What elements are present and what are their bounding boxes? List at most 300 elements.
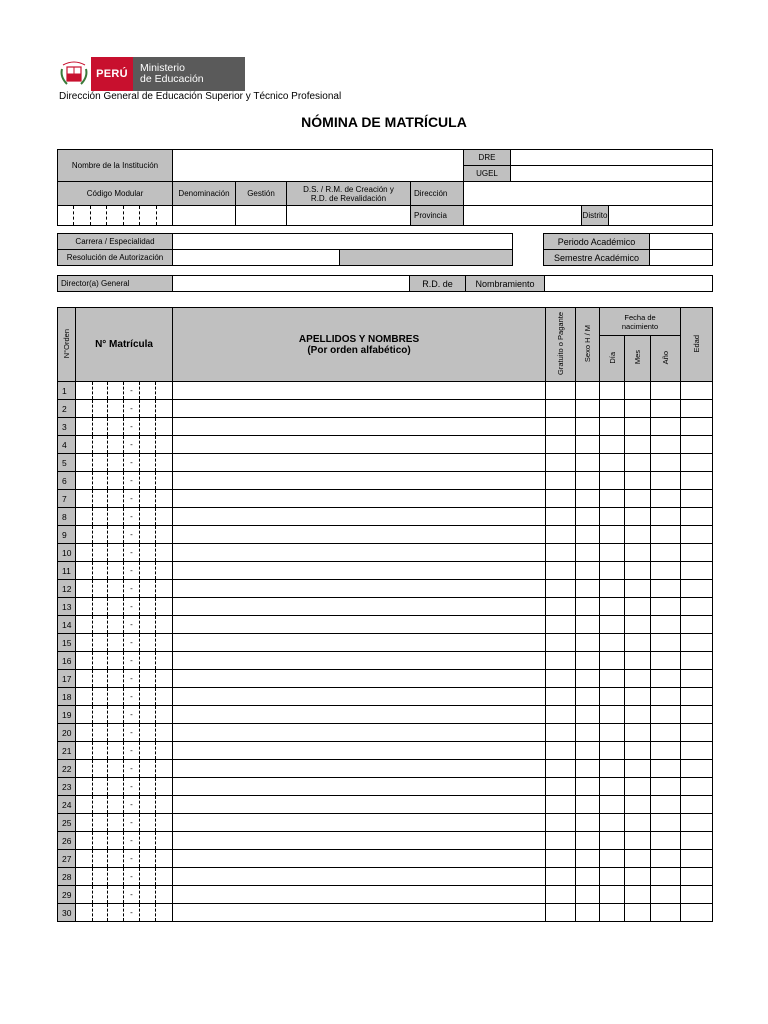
matricula-digit[interactable] <box>93 490 108 508</box>
matricula-digit[interactable] <box>93 436 108 454</box>
anio-field[interactable] <box>651 778 681 796</box>
anio-field[interactable] <box>651 436 681 454</box>
student-name-field[interactable] <box>173 490 546 508</box>
gratuito-field[interactable] <box>546 904 576 922</box>
gratuito-field[interactable] <box>546 742 576 760</box>
gratuito-field[interactable] <box>546 508 576 526</box>
student-name-field[interactable] <box>173 400 546 418</box>
edad-field[interactable] <box>681 436 713 454</box>
periodo-field[interactable] <box>650 234 713 250</box>
direccion-field[interactable] <box>464 182 713 206</box>
mes-field[interactable] <box>625 724 651 742</box>
sexo-field[interactable] <box>576 454 600 472</box>
matricula-digit[interactable] <box>156 904 173 922</box>
matricula-digit[interactable] <box>108 760 124 778</box>
matricula-digit[interactable] <box>140 796 156 814</box>
student-name-field[interactable] <box>173 868 546 886</box>
matricula-digit[interactable] <box>76 616 93 634</box>
anio-field[interactable] <box>651 814 681 832</box>
dia-field[interactable] <box>600 598 625 616</box>
matricula-digit[interactable] <box>93 814 108 832</box>
dia-field[interactable] <box>600 526 625 544</box>
matricula-digit[interactable] <box>93 886 108 904</box>
matricula-digit[interactable] <box>140 400 156 418</box>
sexo-field[interactable] <box>576 760 600 778</box>
denominacion-field[interactable] <box>173 206 236 226</box>
student-name-field[interactable] <box>173 778 546 796</box>
matricula-digit[interactable] <box>156 778 173 796</box>
dia-field[interactable] <box>600 742 625 760</box>
matricula-digit[interactable] <box>156 382 173 400</box>
matricula-digit[interactable] <box>140 706 156 724</box>
matricula-digit[interactable] <box>156 724 173 742</box>
matricula-digit[interactable] <box>93 760 108 778</box>
matricula-digit[interactable] <box>93 832 108 850</box>
edad-field[interactable] <box>681 850 713 868</box>
provincia-field[interactable] <box>464 206 582 226</box>
matricula-digit[interactable] <box>76 688 93 706</box>
matricula-digit[interactable] <box>93 544 108 562</box>
anio-field[interactable] <box>651 706 681 724</box>
matricula-digit[interactable] <box>156 418 173 436</box>
director-field[interactable] <box>173 276 410 292</box>
anio-field[interactable] <box>651 724 681 742</box>
nombramiento-field[interactable] <box>545 276 713 292</box>
edad-field[interactable] <box>681 814 713 832</box>
matricula-digit[interactable] <box>108 868 124 886</box>
mes-field[interactable] <box>625 868 651 886</box>
dia-field[interactable] <box>600 850 625 868</box>
matricula-digit[interactable] <box>156 670 173 688</box>
matricula-digit[interactable] <box>76 670 93 688</box>
anio-field[interactable] <box>651 688 681 706</box>
matricula-digit[interactable] <box>156 652 173 670</box>
mes-field[interactable] <box>625 472 651 490</box>
anio-field[interactable] <box>651 742 681 760</box>
matricula-digit[interactable] <box>93 526 108 544</box>
matricula-digit[interactable] <box>76 832 93 850</box>
matricula-digit[interactable] <box>76 454 93 472</box>
dia-field[interactable] <box>600 688 625 706</box>
student-name-field[interactable] <box>173 436 546 454</box>
sexo-field[interactable] <box>576 904 600 922</box>
matricula-digit[interactable] <box>93 742 108 760</box>
matricula-digit[interactable] <box>156 886 173 904</box>
anio-field[interactable] <box>651 580 681 598</box>
matricula-digit[interactable] <box>156 688 173 706</box>
anio-field[interactable] <box>651 472 681 490</box>
edad-field[interactable] <box>681 598 713 616</box>
matricula-digit[interactable] <box>108 436 124 454</box>
sexo-field[interactable] <box>576 472 600 490</box>
matricula-digit[interactable] <box>140 760 156 778</box>
matricula-digit[interactable] <box>93 400 108 418</box>
anio-field[interactable] <box>651 544 681 562</box>
matricula-digit[interactable] <box>108 814 124 832</box>
edad-field[interactable] <box>681 400 713 418</box>
sexo-field[interactable] <box>576 562 600 580</box>
student-name-field[interactable] <box>173 670 546 688</box>
matricula-digit[interactable] <box>108 490 124 508</box>
matricula-digit[interactable] <box>140 472 156 490</box>
anio-field[interactable] <box>651 526 681 544</box>
matricula-digit[interactable] <box>140 742 156 760</box>
sexo-field[interactable] <box>576 526 600 544</box>
matricula-digit[interactable] <box>76 868 93 886</box>
matricula-digit[interactable] <box>108 508 124 526</box>
mes-field[interactable] <box>625 832 651 850</box>
matricula-digit[interactable] <box>108 418 124 436</box>
matricula-digit[interactable] <box>108 904 124 922</box>
student-name-field[interactable] <box>173 832 546 850</box>
mes-field[interactable] <box>625 562 651 580</box>
sexo-field[interactable] <box>576 382 600 400</box>
edad-field[interactable] <box>681 724 713 742</box>
matricula-digit[interactable] <box>76 814 93 832</box>
matricula-digit[interactable] <box>140 904 156 922</box>
edad-field[interactable] <box>681 418 713 436</box>
matricula-digit[interactable] <box>140 634 156 652</box>
sexo-field[interactable] <box>576 634 600 652</box>
matricula-digit[interactable] <box>156 526 173 544</box>
matricula-digit[interactable] <box>93 670 108 688</box>
student-name-field[interactable] <box>173 904 546 922</box>
matricula-digit[interactable] <box>156 706 173 724</box>
matricula-digit[interactable] <box>76 436 93 454</box>
gratuito-field[interactable] <box>546 652 576 670</box>
dia-field[interactable] <box>600 400 625 418</box>
matricula-digit[interactable] <box>76 472 93 490</box>
anio-field[interactable] <box>651 760 681 778</box>
gratuito-field[interactable] <box>546 814 576 832</box>
matricula-digit[interactable] <box>93 472 108 490</box>
institution-name-field[interactable] <box>173 150 464 182</box>
gratuito-field[interactable] <box>546 400 576 418</box>
matricula-digit[interactable] <box>93 904 108 922</box>
matricula-digit[interactable] <box>108 400 124 418</box>
matricula-digit[interactable] <box>93 616 108 634</box>
sexo-field[interactable] <box>576 436 600 454</box>
dia-field[interactable] <box>600 724 625 742</box>
sexo-field[interactable] <box>576 886 600 904</box>
gratuito-field[interactable] <box>546 580 576 598</box>
matricula-digit[interactable] <box>76 400 93 418</box>
mes-field[interactable] <box>625 544 651 562</box>
mes-field[interactable] <box>625 706 651 724</box>
mes-field[interactable] <box>625 850 651 868</box>
sexo-field[interactable] <box>576 832 600 850</box>
mes-field[interactable] <box>625 634 651 652</box>
student-name-field[interactable] <box>173 886 546 904</box>
matricula-digit[interactable] <box>108 454 124 472</box>
edad-field[interactable] <box>681 634 713 652</box>
mes-field[interactable] <box>625 688 651 706</box>
distrito-field[interactable] <box>609 206 713 226</box>
matricula-digit[interactable] <box>76 562 93 580</box>
gratuito-field[interactable] <box>546 562 576 580</box>
gratuito-field[interactable] <box>546 886 576 904</box>
matricula-digit[interactable] <box>108 634 124 652</box>
anio-field[interactable] <box>651 850 681 868</box>
anio-field[interactable] <box>651 796 681 814</box>
edad-field[interactable] <box>681 472 713 490</box>
edad-field[interactable] <box>681 832 713 850</box>
anio-field[interactable] <box>651 454 681 472</box>
student-name-field[interactable] <box>173 634 546 652</box>
anio-field[interactable] <box>651 400 681 418</box>
sexo-field[interactable] <box>576 490 600 508</box>
gratuito-field[interactable] <box>546 796 576 814</box>
matricula-digit[interactable] <box>108 472 124 490</box>
edad-field[interactable] <box>681 562 713 580</box>
sexo-field[interactable] <box>576 778 600 796</box>
matricula-digit[interactable] <box>156 436 173 454</box>
edad-field[interactable] <box>681 490 713 508</box>
matricula-digit[interactable] <box>140 598 156 616</box>
mes-field[interactable] <box>625 580 651 598</box>
matricula-digit[interactable] <box>93 562 108 580</box>
matricula-digit[interactable] <box>140 454 156 472</box>
mes-field[interactable] <box>625 490 651 508</box>
mes-field[interactable] <box>625 796 651 814</box>
edad-field[interactable] <box>681 706 713 724</box>
matricula-digit[interactable] <box>108 742 124 760</box>
mes-field[interactable] <box>625 454 651 472</box>
gratuito-field[interactable] <box>546 526 576 544</box>
matricula-digit[interactable] <box>76 706 93 724</box>
matricula-digit[interactable] <box>156 634 173 652</box>
matricula-digit[interactable] <box>76 724 93 742</box>
gratuito-field[interactable] <box>546 454 576 472</box>
matricula-digit[interactable] <box>156 868 173 886</box>
matricula-digit[interactable] <box>156 796 173 814</box>
student-name-field[interactable] <box>173 814 546 832</box>
matricula-digit[interactable] <box>76 526 93 544</box>
dia-field[interactable] <box>600 472 625 490</box>
matricula-digit[interactable] <box>156 580 173 598</box>
anio-field[interactable] <box>651 418 681 436</box>
matricula-digit[interactable] <box>156 490 173 508</box>
matricula-digit[interactable] <box>93 598 108 616</box>
gratuito-field[interactable] <box>546 418 576 436</box>
matricula-digit[interactable] <box>108 832 124 850</box>
matricula-digit[interactable] <box>140 814 156 832</box>
matricula-digit[interactable] <box>108 850 124 868</box>
dia-field[interactable] <box>600 562 625 580</box>
sexo-field[interactable] <box>576 706 600 724</box>
sexo-field[interactable] <box>576 670 600 688</box>
matricula-digit[interactable] <box>108 616 124 634</box>
student-name-field[interactable] <box>173 850 546 868</box>
ugel-field[interactable] <box>511 166 713 182</box>
matricula-digit[interactable] <box>140 832 156 850</box>
matricula-digit[interactable] <box>108 544 124 562</box>
matricula-digit[interactable] <box>93 868 108 886</box>
student-name-field[interactable] <box>173 580 546 598</box>
dia-field[interactable] <box>600 814 625 832</box>
dia-field[interactable] <box>600 670 625 688</box>
matricula-digit[interactable] <box>93 418 108 436</box>
matricula-digit[interactable] <box>76 850 93 868</box>
matricula-digit[interactable] <box>108 562 124 580</box>
anio-field[interactable] <box>651 670 681 688</box>
mes-field[interactable] <box>625 670 651 688</box>
student-name-field[interactable] <box>173 544 546 562</box>
edad-field[interactable] <box>681 652 713 670</box>
gratuito-field[interactable] <box>546 688 576 706</box>
anio-field[interactable] <box>651 598 681 616</box>
matricula-digit[interactable] <box>156 508 173 526</box>
sexo-field[interactable] <box>576 544 600 562</box>
matricula-digit[interactable] <box>108 382 124 400</box>
matricula-digit[interactable] <box>76 796 93 814</box>
anio-field[interactable] <box>651 904 681 922</box>
matricula-digit[interactable] <box>76 652 93 670</box>
sexo-field[interactable] <box>576 580 600 598</box>
matricula-digit[interactable] <box>140 436 156 454</box>
matricula-digit[interactable] <box>140 382 156 400</box>
matricula-digit[interactable] <box>76 580 93 598</box>
matricula-digit[interactable] <box>93 652 108 670</box>
matricula-digit[interactable] <box>140 688 156 706</box>
dia-field[interactable] <box>600 832 625 850</box>
dia-field[interactable] <box>600 436 625 454</box>
student-name-field[interactable] <box>173 454 546 472</box>
gratuito-field[interactable] <box>546 706 576 724</box>
matricula-digit[interactable] <box>156 472 173 490</box>
matricula-digit[interactable] <box>93 382 108 400</box>
mes-field[interactable] <box>625 904 651 922</box>
student-name-field[interactable] <box>173 382 546 400</box>
matricula-digit[interactable] <box>76 418 93 436</box>
mes-field[interactable] <box>625 508 651 526</box>
matricula-digit[interactable] <box>93 508 108 526</box>
dia-field[interactable] <box>600 418 625 436</box>
matricula-digit[interactable] <box>108 706 124 724</box>
matricula-digit[interactable] <box>93 850 108 868</box>
matricula-digit[interactable] <box>93 724 108 742</box>
matricula-digit[interactable] <box>140 868 156 886</box>
carrera-field[interactable] <box>173 234 513 250</box>
edad-field[interactable] <box>681 886 713 904</box>
matricula-digit[interactable] <box>93 454 108 472</box>
matricula-digit[interactable] <box>93 580 108 598</box>
gratuito-field[interactable] <box>546 850 576 868</box>
student-name-field[interactable] <box>173 760 546 778</box>
mes-field[interactable] <box>625 598 651 616</box>
sexo-field[interactable] <box>576 814 600 832</box>
dia-field[interactable] <box>600 904 625 922</box>
matricula-digit[interactable] <box>140 850 156 868</box>
student-name-field[interactable] <box>173 796 546 814</box>
gratuito-field[interactable] <box>546 436 576 454</box>
sexo-field[interactable] <box>576 652 600 670</box>
mes-field[interactable] <box>625 814 651 832</box>
matricula-digit[interactable] <box>108 724 124 742</box>
matricula-digit[interactable] <box>108 688 124 706</box>
sexo-field[interactable] <box>576 400 600 418</box>
gratuito-field[interactable] <box>546 382 576 400</box>
dia-field[interactable] <box>600 544 625 562</box>
edad-field[interactable] <box>681 508 713 526</box>
matricula-digit[interactable] <box>140 418 156 436</box>
matricula-digit[interactable] <box>76 382 93 400</box>
edad-field[interactable] <box>681 454 713 472</box>
matricula-digit[interactable] <box>140 490 156 508</box>
resolucion-extra-field[interactable] <box>340 250 513 266</box>
dia-field[interactable] <box>600 616 625 634</box>
matricula-digit[interactable] <box>76 760 93 778</box>
matricula-digit[interactable] <box>156 544 173 562</box>
edad-field[interactable] <box>681 580 713 598</box>
sexo-field[interactable] <box>576 508 600 526</box>
mes-field[interactable] <box>625 652 651 670</box>
matricula-digit[interactable] <box>156 400 173 418</box>
matricula-digit[interactable] <box>156 598 173 616</box>
resolucion-field[interactable] <box>173 250 340 266</box>
mes-field[interactable] <box>625 616 651 634</box>
matricula-digit[interactable] <box>93 634 108 652</box>
mes-field[interactable] <box>625 886 651 904</box>
anio-field[interactable] <box>651 868 681 886</box>
matricula-digit[interactable] <box>76 634 93 652</box>
anio-field[interactable] <box>651 886 681 904</box>
matricula-digit[interactable] <box>93 796 108 814</box>
matricula-digit[interactable] <box>108 886 124 904</box>
dia-field[interactable] <box>600 652 625 670</box>
dia-field[interactable] <box>600 580 625 598</box>
dia-field[interactable] <box>600 382 625 400</box>
gratuito-field[interactable] <box>546 472 576 490</box>
dia-field[interactable] <box>600 490 625 508</box>
matricula-digit[interactable] <box>156 562 173 580</box>
anio-field[interactable] <box>651 490 681 508</box>
matricula-digit[interactable] <box>140 652 156 670</box>
matricula-digit[interactable] <box>140 580 156 598</box>
matricula-digit[interactable] <box>76 886 93 904</box>
sexo-field[interactable] <box>576 868 600 886</box>
matricula-digit[interactable] <box>140 562 156 580</box>
sexo-field[interactable] <box>576 724 600 742</box>
mes-field[interactable] <box>625 742 651 760</box>
dia-field[interactable] <box>600 868 625 886</box>
matricula-digit[interactable] <box>156 814 173 832</box>
sexo-field[interactable] <box>576 418 600 436</box>
gratuito-field[interactable] <box>546 670 576 688</box>
dia-field[interactable] <box>600 778 625 796</box>
student-name-field[interactable] <box>173 706 546 724</box>
student-name-field[interactable] <box>173 742 546 760</box>
matricula-digit[interactable] <box>140 508 156 526</box>
matricula-digit[interactable] <box>76 508 93 526</box>
matricula-digit[interactable] <box>156 850 173 868</box>
matricula-digit[interactable] <box>76 778 93 796</box>
edad-field[interactable] <box>681 904 713 922</box>
student-name-field[interactable] <box>173 724 546 742</box>
student-name-field[interactable] <box>173 688 546 706</box>
anio-field[interactable] <box>651 652 681 670</box>
sexo-field[interactable] <box>576 796 600 814</box>
matricula-digit[interactable] <box>108 670 124 688</box>
ds-rm-field[interactable] <box>287 206 411 226</box>
anio-field[interactable] <box>651 832 681 850</box>
edad-field[interactable] <box>681 742 713 760</box>
semestre-field[interactable] <box>650 250 713 266</box>
dia-field[interactable] <box>600 796 625 814</box>
gratuito-field[interactable] <box>546 868 576 886</box>
edad-field[interactable] <box>681 760 713 778</box>
matricula-digit[interactable] <box>140 778 156 796</box>
